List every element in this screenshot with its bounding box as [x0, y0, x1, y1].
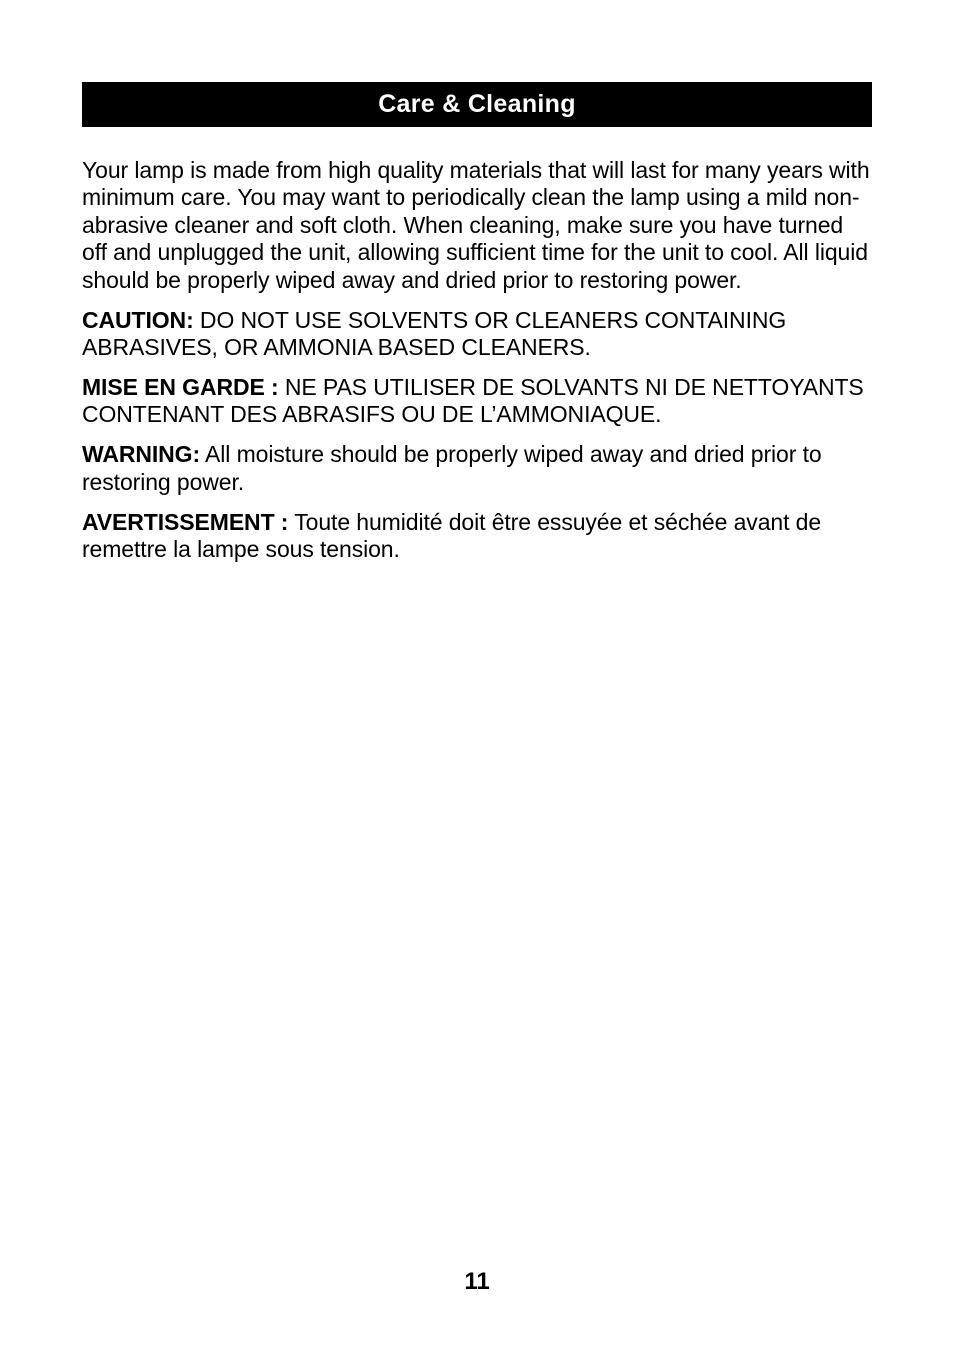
section-header-bar — [82, 82, 872, 127]
warning-paragraph — [82, 441, 872, 496]
document-body — [82, 157, 872, 564]
avertissement-paragraph — [82, 509, 872, 564]
warning-label: WARNING: — [82, 441, 201, 468]
mise-en-garde-paragraph — [82, 374, 872, 429]
caution-paragraph — [82, 307, 872, 362]
section-title: Care & Cleaning — [378, 90, 576, 118]
avertissement-label: AVERTISSEMENT : — [82, 508, 289, 535]
avertissement-text: Toute humidité doit être essuyée et séchée avant de remettre la lampe sous tension. — [82, 508, 822, 563]
intro-paragraph: Your lamp is made from high quality materials that will last for many years with minimum care. You may want to periodically clean the lamp using a mild non-abrasive cleaner and soft cloth. When cleaning, make sure you have turned off and unplugged the unit, allowing sufficient time for the unit to cool. All liquid should be properly wiped away and dried prior to restoring power. — [82, 157, 870, 293]
caution-label: CAUTION: — [82, 306, 194, 333]
caution-text: DO NOT USE SOLVENTS OR CLEANERS CONTAINING ABRASIVES, OR AMMONIA BASED CLEANERS. — [82, 306, 787, 361]
page-number: 11 — [464, 1268, 490, 1295]
mise-en-garde-text: NE PAS UTILISER DE SOLVANTS NI DE NETTOYANTS CONTENANT DES ABRASIFS OU DE L’AMMONIAQUE. — [82, 374, 864, 428]
warning-text: All moisture should be properly wiped away and dried prior to restoring power. — [82, 441, 822, 495]
mise-en-garde-label: MISE EN GARDE : — [82, 374, 279, 401]
document-page — [82, 82, 872, 576]
